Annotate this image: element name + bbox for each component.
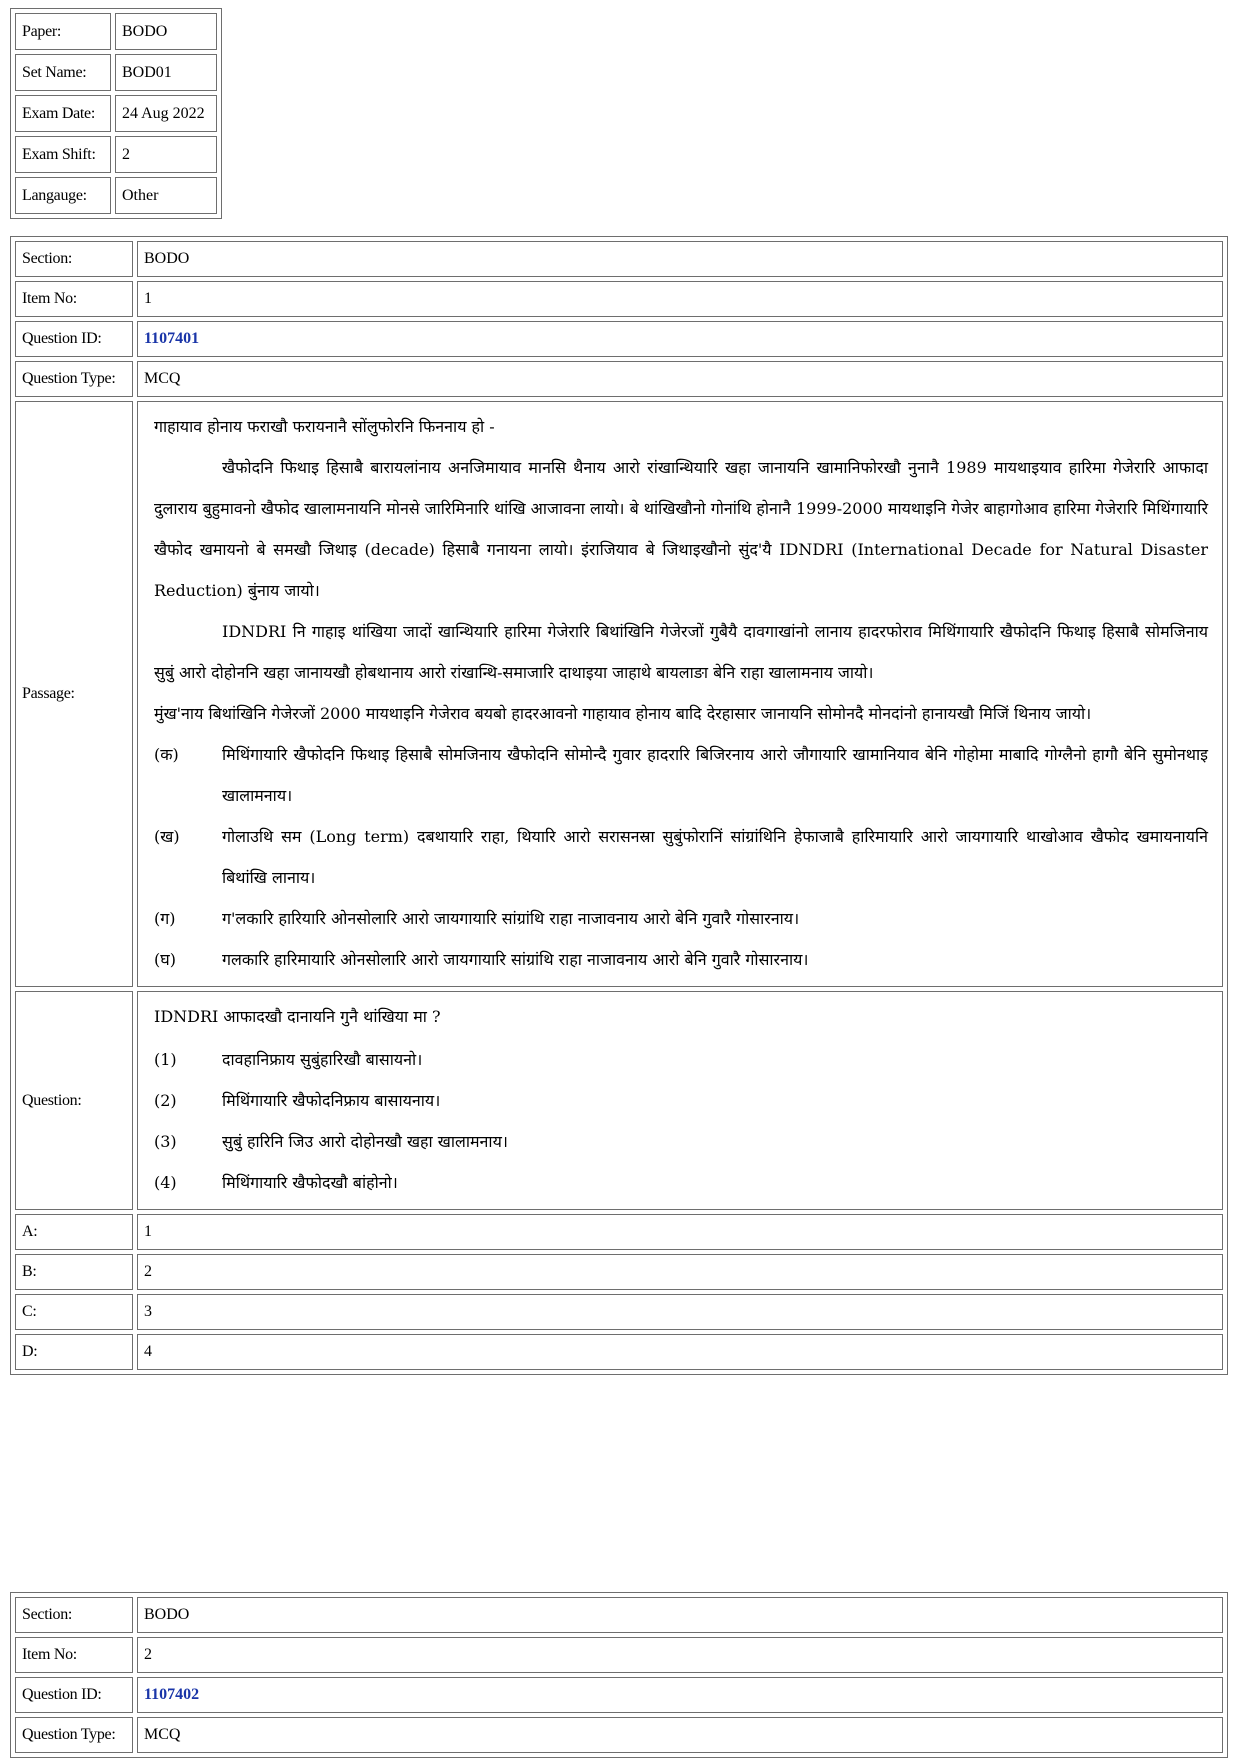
item-no-label: Item No: <box>15 1637 133 1673</box>
passage-point-text: ग'लकारि हारियारि ओनसोलारि आरो जायगायारि सांग्रांथि राहा नाजावनाय आरो बेनि गुवारै गोसारनाय। <box>222 909 800 928</box>
item-no-value: 1 <box>137 281 1223 317</box>
item-no-row <box>15 281 1223 317</box>
option-text: मिथिंगायारि खैफोदनिफ्राय बासायनाय। <box>222 1091 441 1110</box>
question-option <box>154 1039 1208 1080</box>
passage-point-text: मिथिंगायारि खैफोदनि फिथाइ हिसाबै सोमजिनाय खैफोदनि सोमोन्दै गुवार हादरारि बिजिरनाय आरो जौगायारि खामानियाव बेनि गोहोमा माबादि गोग्लैनो हागौ बेनि सुमोनथाइ खालामनाय। <box>222 745 1208 805</box>
exam-date-label: Exam Date: <box>15 95 111 132</box>
item-no-row <box>15 1637 1223 1673</box>
passage-point <box>154 939 1208 980</box>
question-id-label: Question ID: <box>15 1677 133 1713</box>
question-id-value: 1107401 <box>137 321 1223 357</box>
question-type-label: Question Type: <box>15 1717 133 1753</box>
exam-date-value: 24 Aug 2022 <box>115 95 217 132</box>
set-name-row <box>15 54 217 91</box>
option-text: दावहानिफ्राय सुबुंहारिखौ बासायनो। <box>222 1050 423 1069</box>
option-number: (2) <box>154 1091 177 1110</box>
section-value: BODO <box>137 1597 1223 1633</box>
passage-intro: गाहायाव होनाय फराखौ फरायनानै सोंलुफोरनि फिननाय हो - <box>154 417 495 436</box>
set-name-label: Set Name: <box>15 54 111 91</box>
exam-shift-row <box>15 136 217 173</box>
passage-paragraph-2: IDNDRI नि गाहाइ थांखिया जादों खान्थियारि हारिमा गेजेरारि बिथांखिनि गेजेरजों गुबैयै दावगाखांनो लानाय हादरफोराव मिथिंगायारि खैफोदनि फिथाइ हिसाबै सोमजिनाय सुबुं आरो दोहोननि खहा जानायखौ होबथानाय आरो रांखान्थि-समाजारि दाथाइया जाहाथे बायलाङा बेनि राहा खालामनाय जायो। <box>154 622 1208 682</box>
answer-a-row <box>15 1214 1223 1250</box>
option-number: (1) <box>154 1050 177 1069</box>
passage-point <box>154 898 1208 939</box>
set-name-value: BOD01 <box>115 54 217 91</box>
question-type-value: MCQ <box>137 361 1223 397</box>
question-type-label: Question Type: <box>15 361 133 397</box>
question-id-row <box>15 321 1223 357</box>
passage-paragraph-3: मुंख'नाय बिथांखिनि गेजेरजों 2000 मायथाइनि गेजेराव बयबो हादरआवनो गाहायाव होनाय बादि देरहासार जानायनि सोमोनदै मोनदांनो हानायखौ मिजिं थिनाय जायो। <box>154 704 1092 723</box>
exam-shift-label: Exam Shift: <box>15 136 111 173</box>
question-block-1 <box>10 236 1228 1375</box>
exam-date-row <box>15 95 217 132</box>
language-value: Other <box>115 177 217 214</box>
exam-meta-table <box>10 8 222 219</box>
question-row <box>15 991 1223 1210</box>
answer-a-value: 1 <box>137 1214 1223 1250</box>
passage-point <box>154 816 1208 898</box>
passage-row <box>15 401 1223 987</box>
answer-c-value: 3 <box>137 1294 1223 1330</box>
option-number: (3) <box>154 1132 177 1151</box>
language-row <box>15 177 217 214</box>
passage-point-label: (क) <box>154 745 179 764</box>
question-option <box>154 1121 1208 1162</box>
section-row <box>15 1597 1223 1633</box>
question-option <box>154 1080 1208 1121</box>
question-type-row <box>15 361 1223 397</box>
answer-d-label: D: <box>15 1334 133 1370</box>
passage-point <box>154 734 1208 816</box>
question-type-row <box>15 1717 1223 1753</box>
section-value: BODO <box>137 241 1223 277</box>
passage-paragraph-1: खैफोदनि फिथाइ हिसाबै बारायलांनाय अनजिमायाव मानसि थैनाय आरो रांखान्थियारि खहा जानायनि खामानिफोरखौ नुनानै 1989 मायथाइयाव हारिमा गेजेरारि आफादा दुलाराय बुहुमावनो खैफोद खालामनायनि मोनसे जारिमिनारि थांखि आजावना लायो। बे थांखिखौनो गोनांथि होनानै 1999-2000 मायथाइनि गेजेर बाहागोआव हारिमा गेजेरारि मिथिंगायारि खैफोद खमायनो बे समखौ जिथाइ (decade) हिसाबै गनायना लायो। इंराजियाव बे जिथाइखौनो सुंद'यै IDNDRI (International Decade for Natural Disaster Reduction) बुंनाय जायो। <box>154 458 1208 600</box>
question-type-value: MCQ <box>137 1717 1223 1753</box>
passage-point-text: गलकारि हारिमायारि ओनसोलारि आरो जायगायारि सांग्रांथि राहा नाजावनाय आरो बेनि गुवारै गोसारनाय। <box>222 950 809 969</box>
option-text: सुबुं हारिनि जिउ आरो दोहोनखौ खहा खालामनाय। <box>222 1132 508 1151</box>
passage-point-label: (ख) <box>154 827 180 846</box>
answer-d-value: 4 <box>137 1334 1223 1370</box>
passage-content <box>137 401 1223 987</box>
question-content <box>137 991 1223 1210</box>
question-block-2 <box>10 1592 1228 1758</box>
question-label: Question: <box>15 991 133 1210</box>
answer-b-row <box>15 1254 1223 1290</box>
option-text: मिथिंगायारि खैफोदखौ बांहोनो। <box>222 1173 398 1192</box>
passage-point-label: (घ) <box>154 950 176 969</box>
item-no-value: 2 <box>137 1637 1223 1673</box>
passage-point-text: गोलाउथि सम (Long term) दबथायारि राहा, थियारि आरो सरासनस्रा सुबुंफोरानिं सांग्रांथिनि हेफाजाबै हारिमायारि आरो जायगायारि थाखोआव खैफोद खमायनायनि बिथांखि लानाय। <box>222 827 1208 887</box>
section-row <box>15 241 1223 277</box>
passage-point-label: (ग) <box>154 909 176 928</box>
item-no-label: Item No: <box>15 281 133 317</box>
exam-shift-value: 2 <box>115 136 217 173</box>
paper-label: Paper: <box>15 13 111 50</box>
question-text: IDNDRI आफादखौ दानायनि गुनै थांखिया मा ? <box>154 1007 441 1026</box>
question-id-row <box>15 1677 1223 1713</box>
answer-a-label: A: <box>15 1214 133 1250</box>
answer-b-value: 2 <box>137 1254 1223 1290</box>
option-number: (4) <box>154 1173 177 1192</box>
answer-c-label: C: <box>15 1294 133 1330</box>
paper-value: BODO <box>115 13 217 50</box>
section-label: Section: <box>15 241 133 277</box>
question-option <box>154 1162 1208 1203</box>
section-label: Section: <box>15 1597 133 1633</box>
question-id-value: 1107402 <box>137 1677 1223 1713</box>
answer-d-row <box>15 1334 1223 1370</box>
passage-label: Passage: <box>15 401 133 987</box>
answer-c-row <box>15 1294 1223 1330</box>
question-id-label: Question ID: <box>15 321 133 357</box>
answer-b-label: B: <box>15 1254 133 1290</box>
language-label: Langauge: <box>15 177 111 214</box>
paper-row <box>15 13 217 50</box>
